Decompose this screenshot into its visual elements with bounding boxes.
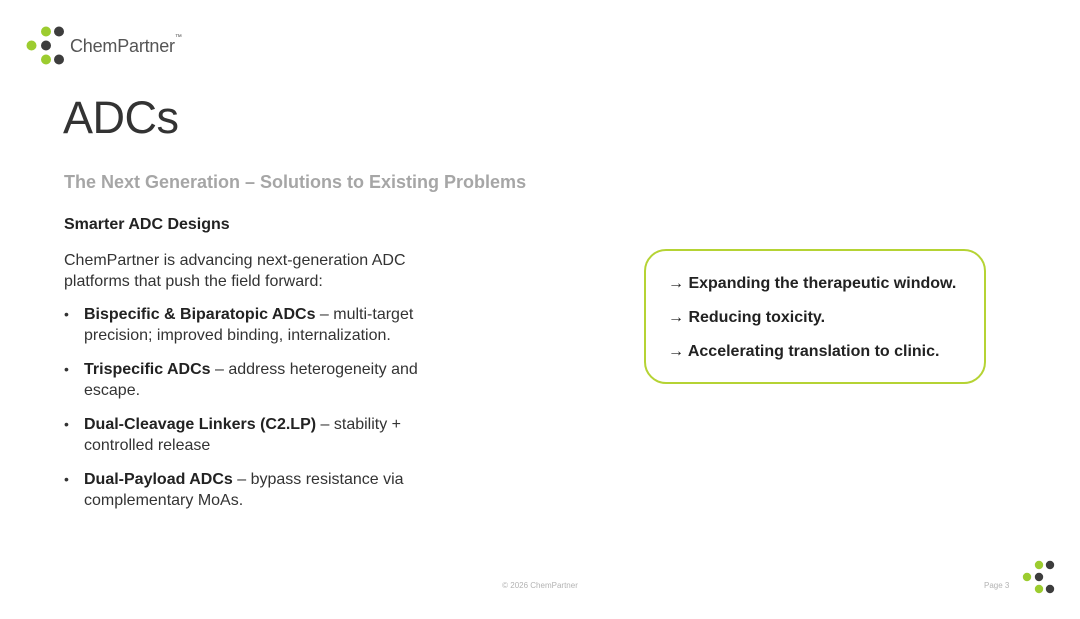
page-number: Page 3 [984,581,1010,590]
bullet-dot-icon: • [64,361,69,377]
brand-logo [26,26,182,66]
benefits-callout [644,249,986,384]
dot-cluster-icon [26,26,66,66]
callout-line: → Expanding the therapeutic window. [668,275,957,292]
bullet-text: – stability + controlled release [84,416,402,454]
bullet-item [64,304,464,346]
callout-line: → Reducing toxicity. [668,309,826,326]
bullet-text: – multi-target precision; improved binding, internalization. [84,306,414,344]
bullet-list [64,304,464,524]
bullet-item [64,469,464,511]
bullet-bold: Trispecific ADCs [84,361,211,378]
bullet-bold: Bispecific & Biparatopic ADCs [84,306,316,323]
section-heading: Smarter ADC Designs [64,216,230,233]
slide-subtitle: The Next Generation – Solutions to Existing Problems [64,172,527,192]
corner-dot-cluster-icon [1022,560,1056,596]
slide-title: ADCs [63,92,179,143]
bullet-item [64,359,464,401]
brand-name: ChemPartner™ [70,33,182,56]
bullet-dot-icon: • [64,306,69,322]
bullet-text: – address heterogeneity and escape. [84,361,418,399]
bullet-text: – bypass resistance via complementary MoAs. [84,471,404,509]
bullet-dot-icon: • [64,471,69,487]
bullet-item [64,414,464,456]
bullet-bold: Dual-Cleavage Linkers (C2.LP) [84,416,317,433]
bullet-dot-icon: • [64,416,69,432]
bullet-bold: Dual-Payload ADCs [84,471,233,488]
intro-paragraph: ChemPartner is advancing next-generation ADC platforms that push the field forward: [64,252,406,290]
footer-copyright: © 2026 ChemPartner [502,581,578,590]
trademark-symbol: ™ [174,33,182,41]
callout-line: → Accelerating translation to clinic. [668,343,940,360]
